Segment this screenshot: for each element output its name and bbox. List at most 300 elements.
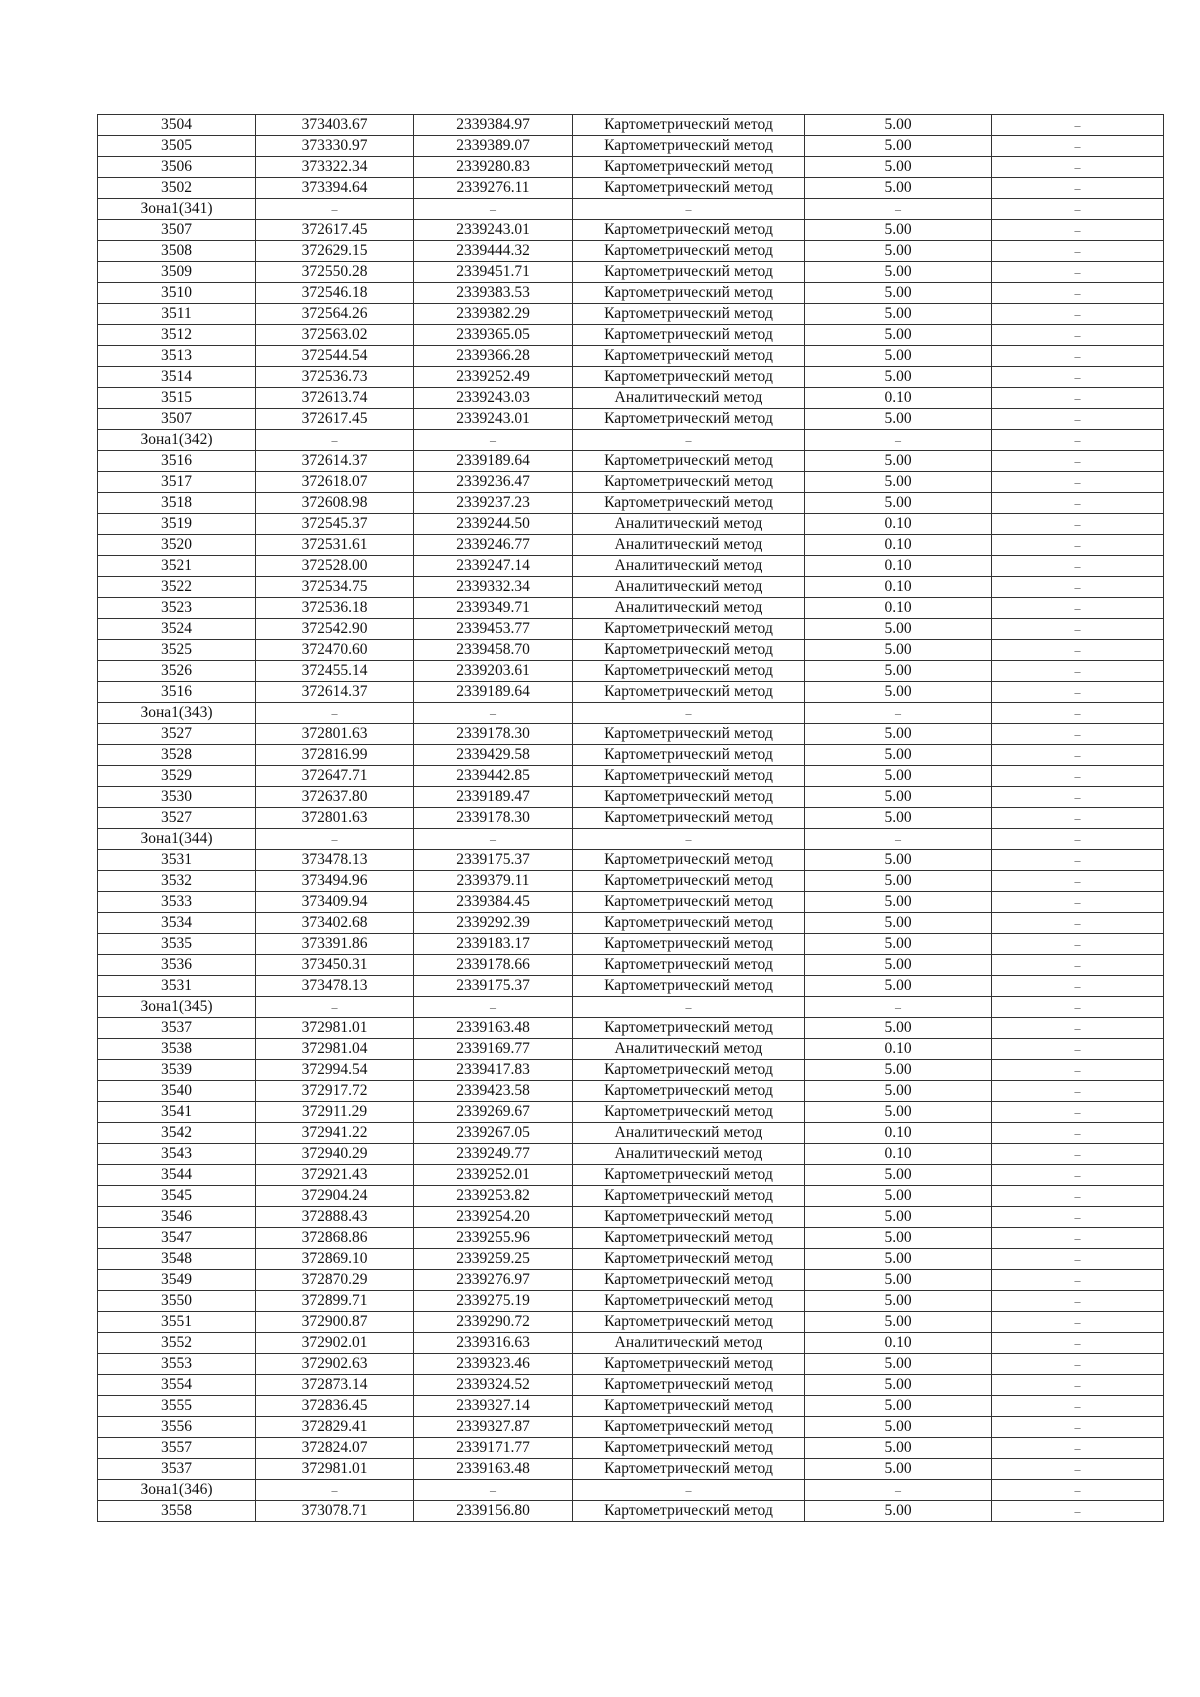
table-row	[98, 535, 1164, 556]
y-cell: –	[414, 199, 573, 220]
x-cell: 372470.60	[256, 640, 414, 661]
table-row	[98, 1081, 1164, 1102]
y-cell: 2339189.64	[414, 682, 573, 703]
point-cell: 3507	[98, 409, 256, 430]
method-cell: Аналитический метод	[573, 514, 805, 535]
y-cell: 2339458.70	[414, 640, 573, 661]
point-cell: 3544	[98, 1165, 256, 1186]
x-cell: 373394.64	[256, 178, 414, 199]
note-cell: –	[992, 1186, 1164, 1207]
x-cell: 372940.29	[256, 1144, 414, 1165]
point-cell: Зона1(341)	[98, 199, 256, 220]
table-row	[98, 619, 1164, 640]
point-cell: Зона1(346)	[98, 1480, 256, 1501]
accuracy-cell: 0.10	[805, 577, 992, 598]
method-cell: Картометрический метод	[573, 892, 805, 913]
method-cell: Картометрический метод	[573, 157, 805, 178]
x-cell: 372869.10	[256, 1249, 414, 1270]
table-row	[98, 976, 1164, 997]
x-cell: 372911.29	[256, 1102, 414, 1123]
table-row	[98, 1228, 1164, 1249]
method-cell: Картометрический метод	[573, 283, 805, 304]
table-row	[98, 157, 1164, 178]
x-cell: –	[256, 829, 414, 850]
accuracy-cell: 5.00	[805, 1207, 992, 1228]
table-row	[98, 1186, 1164, 1207]
point-cell: 3537	[98, 1018, 256, 1039]
method-cell: Аналитический метод	[573, 598, 805, 619]
method-cell: Картометрический метод	[573, 1207, 805, 1228]
y-cell: 2339366.28	[414, 346, 573, 367]
note-cell: –	[992, 178, 1164, 199]
note-cell: –	[992, 1060, 1164, 1081]
y-cell: 2339255.96	[414, 1228, 573, 1249]
x-cell: 372613.74	[256, 388, 414, 409]
y-cell: 2339316.63	[414, 1333, 573, 1354]
point-cell: 3553	[98, 1354, 256, 1375]
table-row	[98, 472, 1164, 493]
x-cell: –	[256, 199, 414, 220]
accuracy-cell: 5.00	[805, 1270, 992, 1291]
x-cell: 372550.28	[256, 262, 414, 283]
x-cell: 372816.99	[256, 745, 414, 766]
x-cell: 373494.96	[256, 871, 414, 892]
table-row	[98, 1207, 1164, 1228]
x-cell: 373478.13	[256, 976, 414, 997]
accuracy-cell: 5.00	[805, 1375, 992, 1396]
note-cell: –	[992, 388, 1164, 409]
method-cell: Картометрический метод	[573, 1228, 805, 1249]
note-cell: –	[992, 808, 1164, 829]
point-cell: 3550	[98, 1291, 256, 1312]
method-cell: Картометрический метод	[573, 913, 805, 934]
x-cell: 372546.18	[256, 283, 414, 304]
accuracy-cell: 5.00	[805, 115, 992, 136]
accuracy-cell: 5.00	[805, 1312, 992, 1333]
x-cell: 372545.37	[256, 514, 414, 535]
x-cell: 372614.37	[256, 682, 414, 703]
table-row	[98, 1501, 1164, 1522]
x-cell: 372994.54	[256, 1060, 414, 1081]
note-cell: –	[992, 787, 1164, 808]
method-cell: Картометрический метод	[573, 745, 805, 766]
y-cell: 2339290.72	[414, 1312, 573, 1333]
point-cell: 3543	[98, 1144, 256, 1165]
point-cell: Зона1(344)	[98, 829, 256, 850]
method-cell: Картометрический метод	[573, 1081, 805, 1102]
point-cell: 3538	[98, 1039, 256, 1060]
x-cell: 372902.63	[256, 1354, 414, 1375]
accuracy-cell: 5.00	[805, 871, 992, 892]
note-cell: –	[992, 304, 1164, 325]
coordinates-table-body	[98, 115, 1164, 1522]
note-cell: –	[992, 346, 1164, 367]
x-cell: –	[256, 997, 414, 1018]
note-cell: –	[992, 115, 1164, 136]
table-row	[98, 598, 1164, 619]
y-cell: 2339365.05	[414, 325, 573, 346]
y-cell: 2339203.61	[414, 661, 573, 682]
table-row	[98, 346, 1164, 367]
x-cell: 372564.26	[256, 304, 414, 325]
x-cell: 372921.43	[256, 1165, 414, 1186]
note-cell: –	[992, 724, 1164, 745]
table-row	[98, 178, 1164, 199]
x-cell: 372904.24	[256, 1186, 414, 1207]
table-row	[98, 808, 1164, 829]
y-cell: 2339189.47	[414, 787, 573, 808]
method-cell: Картометрический метод	[573, 1018, 805, 1039]
table-row	[98, 241, 1164, 262]
method-cell: Картометрический метод	[573, 136, 805, 157]
x-cell: 372899.71	[256, 1291, 414, 1312]
point-cell: 3530	[98, 787, 256, 808]
method-cell: Картометрический метод	[573, 1417, 805, 1438]
note-cell: –	[992, 220, 1164, 241]
x-cell: 372544.54	[256, 346, 414, 367]
method-cell: Картометрический метод	[573, 304, 805, 325]
method-cell: –	[573, 199, 805, 220]
method-cell: –	[573, 430, 805, 451]
note-cell: –	[992, 976, 1164, 997]
table-row	[98, 1438, 1164, 1459]
x-cell: 373403.67	[256, 115, 414, 136]
accuracy-cell: –	[805, 199, 992, 220]
accuracy-cell: –	[805, 1480, 992, 1501]
accuracy-cell: 5.00	[805, 1501, 992, 1522]
method-cell: Картометрический метод	[573, 367, 805, 388]
note-cell: –	[992, 493, 1164, 514]
table-row	[98, 220, 1164, 241]
table-row	[98, 1354, 1164, 1375]
accuracy-cell: 5.00	[805, 1291, 992, 1312]
note-cell: –	[992, 1375, 1164, 1396]
table-row	[98, 283, 1164, 304]
point-cell: 3518	[98, 493, 256, 514]
x-cell: 372824.07	[256, 1438, 414, 1459]
y-cell: 2339276.11	[414, 178, 573, 199]
x-cell: 372618.07	[256, 472, 414, 493]
x-cell: 372647.71	[256, 766, 414, 787]
point-cell: 3527	[98, 724, 256, 745]
table-row	[98, 451, 1164, 472]
point-cell: 3516	[98, 451, 256, 472]
note-cell: –	[992, 703, 1164, 724]
method-cell: Картометрический метод	[573, 724, 805, 745]
method-cell: Картометрический метод	[573, 1375, 805, 1396]
y-cell: –	[414, 829, 573, 850]
method-cell: –	[573, 1480, 805, 1501]
accuracy-cell: 5.00	[805, 178, 992, 199]
y-cell: 2339178.66	[414, 955, 573, 976]
note-cell: –	[992, 1480, 1164, 1501]
note-cell: –	[992, 1249, 1164, 1270]
table-row	[98, 325, 1164, 346]
table-row	[98, 1459, 1164, 1480]
table-row	[98, 955, 1164, 976]
table-row	[98, 1270, 1164, 1291]
y-cell: 2339327.14	[414, 1396, 573, 1417]
note-cell: –	[992, 934, 1164, 955]
method-cell: Картометрический метод	[573, 262, 805, 283]
table-row	[98, 430, 1164, 451]
x-cell: 372941.22	[256, 1123, 414, 1144]
point-cell: 3516	[98, 682, 256, 703]
method-cell: Картометрический метод	[573, 766, 805, 787]
method-cell: Картометрический метод	[573, 1270, 805, 1291]
y-cell: 2339332.34	[414, 577, 573, 598]
y-cell: 2339259.25	[414, 1249, 573, 1270]
point-cell: 3547	[98, 1228, 256, 1249]
x-cell: 372917.72	[256, 1081, 414, 1102]
note-cell: –	[992, 892, 1164, 913]
point-cell: 3532	[98, 871, 256, 892]
x-cell: 372629.15	[256, 241, 414, 262]
note-cell: –	[992, 367, 1164, 388]
accuracy-cell: 5.00	[805, 1354, 992, 1375]
accuracy-cell: 5.00	[805, 1417, 992, 1438]
accuracy-cell: –	[805, 997, 992, 1018]
y-cell: 2339178.30	[414, 808, 573, 829]
note-cell: –	[992, 514, 1164, 535]
note-cell: –	[992, 1207, 1164, 1228]
table-row	[98, 871, 1164, 892]
table-row	[98, 1312, 1164, 1333]
table-row	[98, 115, 1164, 136]
method-cell: Картометрический метод	[573, 325, 805, 346]
note-cell: –	[992, 1144, 1164, 1165]
method-cell: Аналитический метод	[573, 577, 805, 598]
table-row	[98, 136, 1164, 157]
accuracy-cell: 5.00	[805, 955, 992, 976]
y-cell: 2339453.77	[414, 619, 573, 640]
y-cell: –	[414, 430, 573, 451]
y-cell: 2339429.58	[414, 745, 573, 766]
table-row	[98, 1060, 1164, 1081]
table-row	[98, 1249, 1164, 1270]
x-cell: 372534.75	[256, 577, 414, 598]
point-cell: 3507	[98, 220, 256, 241]
point-cell: 3506	[98, 157, 256, 178]
point-cell: 3549	[98, 1270, 256, 1291]
method-cell: Картометрический метод	[573, 619, 805, 640]
x-cell: 372637.80	[256, 787, 414, 808]
x-cell: 372563.02	[256, 325, 414, 346]
accuracy-cell: 5.00	[805, 934, 992, 955]
accuracy-cell: 5.00	[805, 1396, 992, 1417]
x-cell: 372536.18	[256, 598, 414, 619]
y-cell: 2339292.39	[414, 913, 573, 934]
method-cell: Аналитический метод	[573, 1039, 805, 1060]
coordinates-table	[97, 114, 1164, 1522]
y-cell: 2339349.71	[414, 598, 573, 619]
accuracy-cell: 5.00	[805, 1459, 992, 1480]
accuracy-cell: 5.00	[805, 640, 992, 661]
method-cell: Картометрический метод	[573, 871, 805, 892]
method-cell: Аналитический метод	[573, 1333, 805, 1354]
point-cell: 3537	[98, 1459, 256, 1480]
y-cell: 2339253.82	[414, 1186, 573, 1207]
table-row	[98, 745, 1164, 766]
point-cell: 3523	[98, 598, 256, 619]
point-cell: 3529	[98, 766, 256, 787]
method-cell: Картометрический метод	[573, 472, 805, 493]
x-cell: 372455.14	[256, 661, 414, 682]
accuracy-cell: 0.10	[805, 1039, 992, 1060]
table-row	[98, 1291, 1164, 1312]
y-cell: –	[414, 1480, 573, 1501]
x-cell: 373402.68	[256, 913, 414, 934]
table-row	[98, 850, 1164, 871]
accuracy-cell: 5.00	[805, 1249, 992, 1270]
point-cell: 3521	[98, 556, 256, 577]
point-cell: 3542	[98, 1123, 256, 1144]
note-cell: –	[992, 577, 1164, 598]
accuracy-cell: 5.00	[805, 661, 992, 682]
note-cell: –	[992, 556, 1164, 577]
method-cell: Картометрический метод	[573, 220, 805, 241]
point-cell: 3508	[98, 241, 256, 262]
accuracy-cell: 5.00	[805, 850, 992, 871]
y-cell: 2339189.64	[414, 451, 573, 472]
method-cell: Картометрический метод	[573, 241, 805, 262]
table-row	[98, 640, 1164, 661]
point-cell: 3531	[98, 976, 256, 997]
point-cell: 3540	[98, 1081, 256, 1102]
x-cell: 372873.14	[256, 1375, 414, 1396]
point-cell: 3524	[98, 619, 256, 640]
point-cell: 3504	[98, 115, 256, 136]
y-cell: 2339267.05	[414, 1123, 573, 1144]
point-cell: 3555	[98, 1396, 256, 1417]
accuracy-cell: 5.00	[805, 346, 992, 367]
table-row	[98, 724, 1164, 745]
note-cell: –	[992, 661, 1164, 682]
method-cell: Картометрический метод	[573, 1060, 805, 1081]
y-cell: 2339276.97	[414, 1270, 573, 1291]
y-cell: 2339382.29	[414, 304, 573, 325]
point-cell: 3519	[98, 514, 256, 535]
point-cell: 3527	[98, 808, 256, 829]
note-cell: –	[992, 1165, 1164, 1186]
method-cell: Картометрический метод	[573, 346, 805, 367]
accuracy-cell: 5.00	[805, 682, 992, 703]
x-cell: 372801.63	[256, 808, 414, 829]
point-cell: 3552	[98, 1333, 256, 1354]
y-cell: 2339252.49	[414, 367, 573, 388]
table-row	[98, 1396, 1164, 1417]
table-row	[98, 304, 1164, 325]
x-cell: 372801.63	[256, 724, 414, 745]
accuracy-cell: 5.00	[805, 493, 992, 514]
x-cell: 372608.98	[256, 493, 414, 514]
point-cell: 3525	[98, 640, 256, 661]
y-cell: 2339451.71	[414, 262, 573, 283]
note-cell: –	[992, 850, 1164, 871]
x-cell: 372902.01	[256, 1333, 414, 1354]
method-cell: Картометрический метод	[573, 1186, 805, 1207]
table-row	[98, 892, 1164, 913]
method-cell: Картометрический метод	[573, 1312, 805, 1333]
accuracy-cell: 0.10	[805, 1123, 992, 1144]
point-cell: Зона1(343)	[98, 703, 256, 724]
accuracy-cell: 5.00	[805, 724, 992, 745]
accuracy-cell: 5.00	[805, 1102, 992, 1123]
method-cell: Картометрический метод	[573, 178, 805, 199]
note-cell: –	[992, 241, 1164, 262]
note-cell: –	[992, 262, 1164, 283]
point-cell: 3526	[98, 661, 256, 682]
x-cell: 372617.45	[256, 220, 414, 241]
note-cell: –	[992, 1354, 1164, 1375]
y-cell: 2339243.03	[414, 388, 573, 409]
x-cell: 373078.71	[256, 1501, 414, 1522]
x-cell: 373391.86	[256, 934, 414, 955]
method-cell: Аналитический метод	[573, 1123, 805, 1144]
note-cell: –	[992, 1396, 1164, 1417]
x-cell: 373478.13	[256, 850, 414, 871]
accuracy-cell: 5.00	[805, 619, 992, 640]
note-cell: –	[992, 283, 1164, 304]
accuracy-cell: 5.00	[805, 745, 992, 766]
table-row	[98, 556, 1164, 577]
method-cell: –	[573, 997, 805, 1018]
note-cell: –	[992, 1459, 1164, 1480]
note-cell: –	[992, 745, 1164, 766]
table-row	[98, 388, 1164, 409]
accuracy-cell: 5.00	[805, 472, 992, 493]
method-cell: Картометрический метод	[573, 115, 805, 136]
x-cell: 372836.45	[256, 1396, 414, 1417]
table-row	[98, 1144, 1164, 1165]
x-cell: 372981.01	[256, 1459, 414, 1480]
method-cell: Картометрический метод	[573, 787, 805, 808]
method-cell: Картометрический метод	[573, 1165, 805, 1186]
y-cell: 2339163.48	[414, 1459, 573, 1480]
accuracy-cell: 0.10	[805, 1144, 992, 1165]
point-cell: 3510	[98, 283, 256, 304]
note-cell: –	[992, 1501, 1164, 1522]
table-row	[98, 514, 1164, 535]
y-cell: 2339178.30	[414, 724, 573, 745]
accuracy-cell: 0.10	[805, 556, 992, 577]
x-cell: 372870.29	[256, 1270, 414, 1291]
point-cell: 3505	[98, 136, 256, 157]
note-cell: –	[992, 199, 1164, 220]
note-cell: –	[992, 1312, 1164, 1333]
table-row	[98, 997, 1164, 1018]
accuracy-cell: 5.00	[805, 325, 992, 346]
accuracy-cell: 5.00	[805, 1018, 992, 1039]
table-row	[98, 1123, 1164, 1144]
x-cell: 372981.04	[256, 1039, 414, 1060]
accuracy-cell: –	[805, 430, 992, 451]
accuracy-cell: 5.00	[805, 1060, 992, 1081]
point-cell: Зона1(342)	[98, 430, 256, 451]
point-cell: 3557	[98, 1438, 256, 1459]
point-cell: 3512	[98, 325, 256, 346]
note-cell: –	[992, 619, 1164, 640]
table-row	[98, 1417, 1164, 1438]
note-cell: –	[992, 913, 1164, 934]
point-cell: 3509	[98, 262, 256, 283]
accuracy-cell: –	[805, 703, 992, 724]
point-cell: 3548	[98, 1249, 256, 1270]
point-cell: Зона1(345)	[98, 997, 256, 1018]
method-cell: Картометрический метод	[573, 1459, 805, 1480]
note-cell: –	[992, 430, 1164, 451]
x-cell: 373450.31	[256, 955, 414, 976]
